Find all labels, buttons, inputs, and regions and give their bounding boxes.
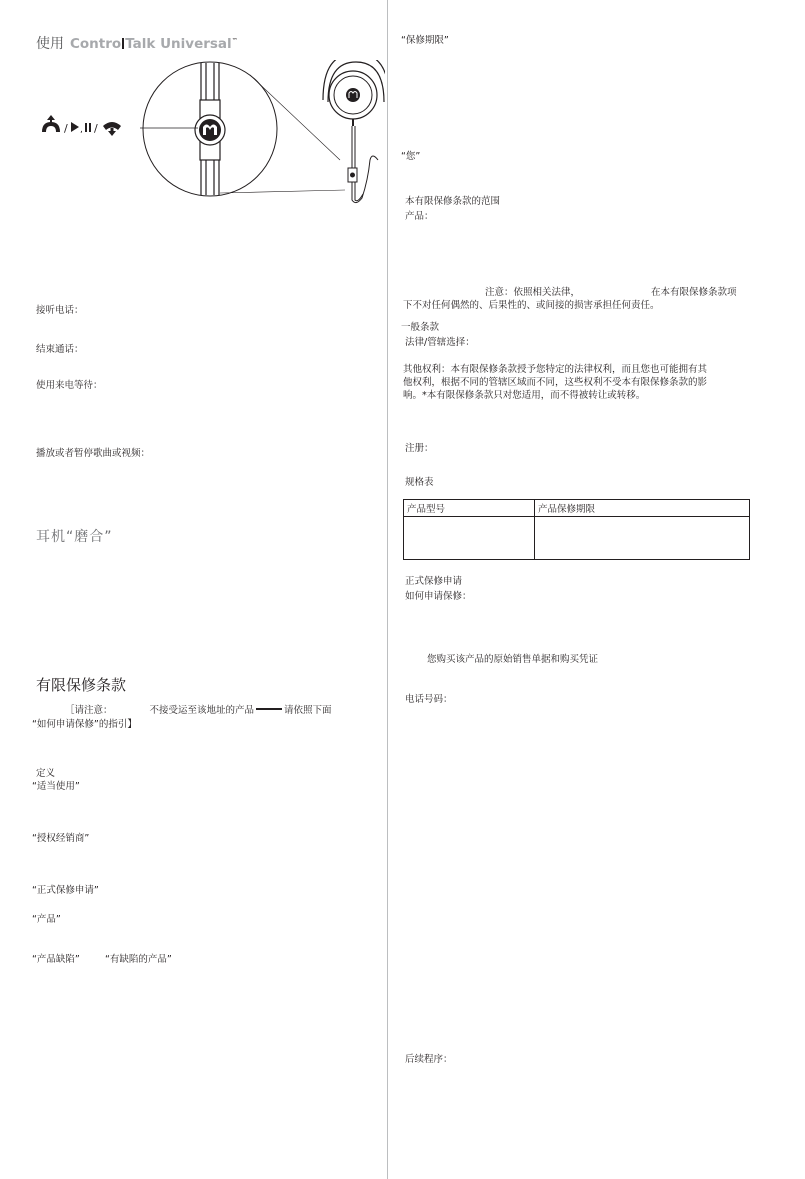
notice-line-2: “如何申请保修”的指引】 [32, 719, 137, 730]
def-warranty-period: “保修期限” [401, 35, 449, 46]
play-icon [71, 122, 79, 132]
def-formal-claim: “正式保修申请” [32, 885, 99, 896]
def-product-defect: “产品缺陷” [32, 954, 80, 965]
liability-notice-line-2: 下不对任何偶然的、后果性的、或间接的损害承担任何责任。 [403, 300, 660, 311]
receipt-note: 您购买该产品的原始销售单据和购买凭证 [427, 654, 599, 665]
spec-table-title: 规格表 [405, 477, 434, 488]
definitions-heading: 定义 [36, 768, 56, 779]
answer-call-icon [42, 115, 60, 132]
general-terms-heading: 一般条款 [401, 322, 440, 333]
def-defective-product: “有缺陷的产品” [105, 954, 172, 965]
call-waiting-label: 使用来电等待： [36, 380, 103, 391]
other-rights-line-1: 其他权利：本有限保修条款授予您特定的法律权利，而且您也可能拥有其 [403, 364, 708, 375]
end-call-icon [103, 122, 121, 136]
notice-line-1: ［请注意： 不接受运至该地址的产品 请依照下面 [65, 705, 332, 716]
svg-text:/: / [64, 122, 68, 135]
registration-label: 注册： [405, 443, 434, 454]
scope-product-label: 产品： [405, 211, 434, 222]
answer-call-label: 接听电话： [36, 305, 84, 316]
spec-cell-period [535, 517, 750, 560]
spec-table-header [404, 500, 750, 517]
phone-label: 电话号码： [405, 694, 453, 705]
spec-table [403, 499, 750, 560]
play-pause-label: 播放或者暂停歌曲或视频： [36, 448, 151, 459]
usage-heading [36, 33, 238, 53]
scope-heading: 本有限保修条款的范围 [405, 196, 501, 207]
def-proper-use: “适当使用” [32, 781, 80, 792]
end-call-label: 结束通话： [36, 344, 84, 355]
formal-claim-heading: 正式保修申请 [405, 576, 463, 587]
headset-illustration [40, 60, 385, 225]
spec-cell-model [404, 517, 535, 560]
liability-notice-b: 在本有限保修条款项 [651, 287, 737, 298]
trademark-mark: ™ [231, 37, 238, 45]
how-to-claim-label: 如何申请保修： [405, 591, 472, 602]
spec-col-model: 产品型号 [404, 500, 535, 517]
def-you: “您” [401, 151, 421, 162]
usage-heading-prefix: 使用 [36, 36, 64, 52]
other-rights-line-2: 他权利，根据不同的管辖区域而不同，这些权利不受本有限保修条款的影 [403, 377, 708, 388]
warranty-heading: 有限保修条款 [36, 676, 127, 694]
break-in-heading: 耳机“磨合” [36, 529, 113, 545]
other-rights-line-3: 响。*本有限保修条款只对您适用，而不得被转让或转移。 [403, 390, 646, 401]
liability-notice-a: 注意：依照相关法律， [485, 287, 581, 298]
law-choice-label: 法律/管辖选择： [405, 337, 475, 348]
svg-text:/: / [94, 122, 98, 135]
def-product: “产品” [32, 914, 61, 925]
brand-name: Contro Talk Universal [70, 36, 232, 52]
table-row [404, 517, 750, 560]
svg-text:,: , [80, 125, 83, 135]
pause-icon [85, 123, 91, 132]
def-authorized-dealer: “授权经销商” [32, 833, 90, 844]
followup-label: 后续程序： [405, 1054, 453, 1065]
spec-col-period: 产品保修期限 [535, 500, 750, 517]
column-divider [387, 0, 388, 1179]
headset-icon [323, 60, 385, 203]
